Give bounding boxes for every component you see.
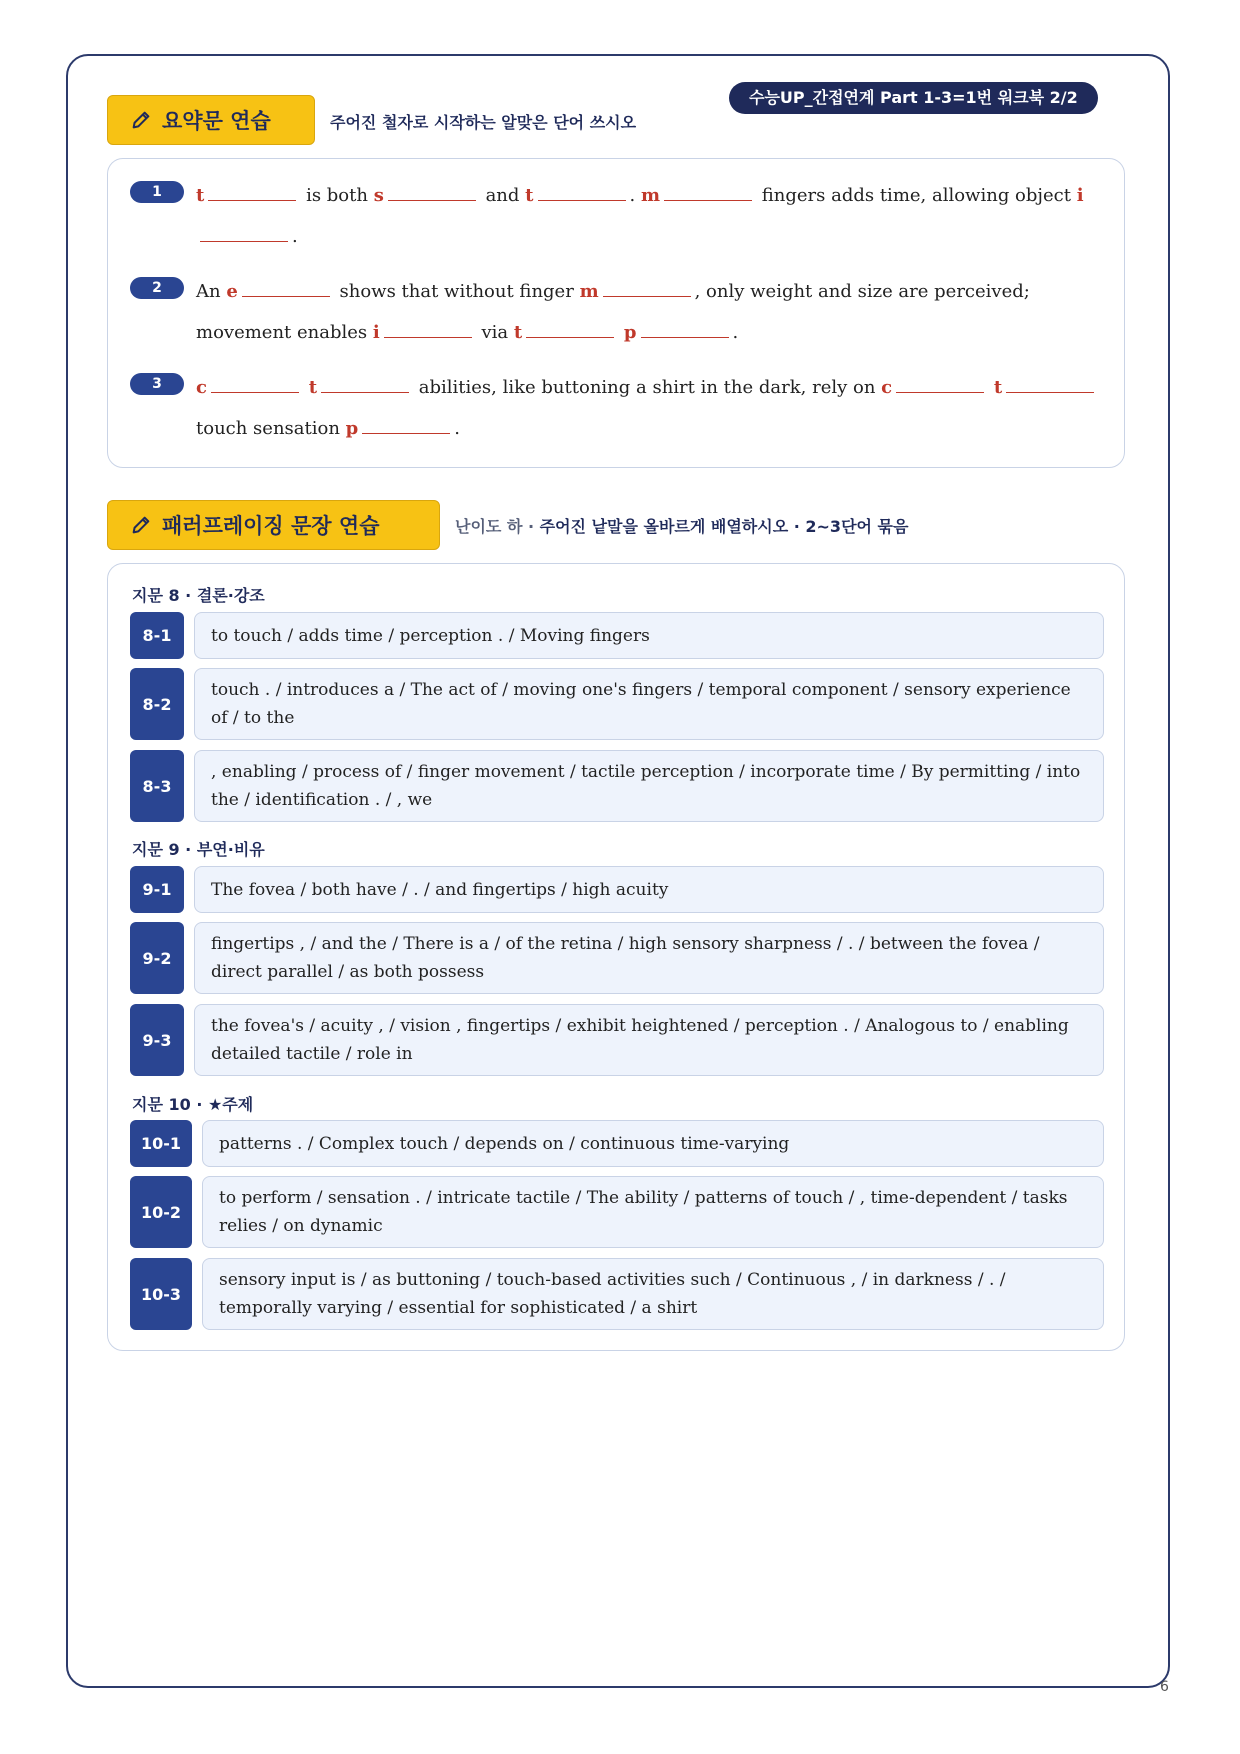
group-title: 지문 8 · 결론·강조 <box>132 586 265 605</box>
word-chunks: fingertips , / and the / There is a / of the retina / high sensory sharpness / . / between the fovea / direct parallel / as both possess <box>194 922 1104 994</box>
word-chunks: sensory input is / as buttoning / touch-based activities such / Continuous , / in darkness / . / temporally varying / essential for sophisticated / a shirt <box>202 1258 1104 1330</box>
hint-letter: s <box>373 185 384 206</box>
hint-letter: i <box>1076 185 1084 206</box>
paraphrase-item <box>130 922 1104 994</box>
hint-letter: p <box>623 322 637 343</box>
paraphrase-section-label <box>107 500 440 550</box>
pencil-icon <box>130 514 152 536</box>
sentence-fragment: touch sensation <box>196 418 340 439</box>
word-chunks: , enabling / process of / finger movement / tactile perception / incorporate time / By permitting / into the / identification . / , we <box>194 750 1104 822</box>
item-tag: 8-1 <box>130 612 184 659</box>
sentence-fragment: An <box>196 281 221 302</box>
answer-blank[interactable] <box>526 316 614 338</box>
summary-instruction: 주어진 철자로 시작하는 알맞은 단어 쓰시오 <box>330 113 637 132</box>
summary-item-1 <box>130 175 1110 255</box>
hint-letter: m <box>640 185 661 206</box>
answer-blank[interactable] <box>362 412 450 434</box>
paraphrase-item <box>130 612 1104 659</box>
item-tag: 8-3 <box>130 750 184 822</box>
summary-sentence <box>196 271 1110 353</box>
hint-letter: e <box>226 281 238 302</box>
answer-blank[interactable] <box>384 316 472 338</box>
paraphrase-item <box>130 1120 1104 1167</box>
paraphrase-section-title: 패러프레이징 문장 연습 <box>162 514 380 538</box>
answer-blank[interactable] <box>664 179 752 201</box>
paraphrase-item <box>130 1004 1104 1076</box>
word-chunks: the fovea's / acuity , / vision , fingertips / exhibit heightened / perception . / Analogous to / enabling detailed tactile / role in <box>194 1004 1104 1076</box>
paraphrase-item <box>130 866 1104 913</box>
item-tag: 9-3 <box>130 1004 184 1076</box>
sentence-fragment: shows that without finger <box>339 281 574 302</box>
hint-letter: t <box>513 322 523 343</box>
summary-item-2 <box>130 271 1110 351</box>
hint-letter: c <box>196 377 207 398</box>
sentence-fragment: . <box>629 185 636 206</box>
answer-blank[interactable] <box>603 275 691 297</box>
instruction-text: 주어진 낱말을 올바르게 배열하시오 · 2~3단어 묶음 <box>539 517 909 536</box>
paraphrase-instruction <box>455 514 908 537</box>
word-chunks: The fovea / both have / . / and fingertips / high acuity <box>194 866 1104 913</box>
sentence-fragment: abilities, like buttoning a shirt in the dark, rely on <box>418 377 876 398</box>
summary-item-number: 2 <box>130 277 184 299</box>
item-tag: 10-3 <box>130 1258 192 1330</box>
summary-section-title: 요약문 연습 <box>162 109 271 133</box>
hint-letter: c <box>881 377 893 398</box>
paraphrase-item <box>130 1258 1104 1330</box>
paraphrase-item <box>130 1176 1104 1248</box>
summary-sentence <box>196 175 1110 257</box>
word-chunks: to touch / adds time / perception . / Moving fingers <box>194 612 1104 659</box>
paraphrase-item <box>130 668 1104 740</box>
group-title: 지문 10 · ★주제 <box>132 1095 254 1114</box>
answer-blank[interactable] <box>1006 371 1094 393</box>
item-tag: 10-2 <box>130 1176 192 1248</box>
answer-blank[interactable] <box>321 371 409 393</box>
word-chunks: to perform / sensation . / intricate tactile / The ability / patterns of touch / , time-dependent / tasks relies / on dynamic <box>202 1176 1104 1248</box>
item-tag: 9-1 <box>130 866 184 913</box>
answer-blank[interactable] <box>641 316 729 338</box>
summary-item-number: 1 <box>130 181 184 203</box>
group-title: 지문 9 · 부연·비유 <box>132 840 265 859</box>
sentence-fragment: via <box>481 322 509 343</box>
sentence-fragment: , only weight and size are perceived; movement enables <box>196 281 1030 343</box>
answer-blank[interactable] <box>208 179 296 201</box>
sentence-fragment: is both <box>306 185 368 206</box>
answer-blank[interactable] <box>896 371 984 393</box>
answer-blank[interactable] <box>388 179 476 201</box>
hint-letter: t <box>993 377 1003 398</box>
sentence-fragment: . <box>732 322 739 343</box>
summary-sentence <box>196 367 1110 449</box>
workbook-header-badge: 수능UP_간접연계 Part 1-3=1번 워크북 2/2 <box>729 82 1098 114</box>
item-tag: 9-2 <box>130 922 184 994</box>
hint-letter: i <box>372 322 380 343</box>
paraphrase-item <box>130 750 1104 822</box>
sentence-fragment: and <box>485 185 520 206</box>
difficulty-label: 난이도 하 · <box>455 517 540 536</box>
hint-letter: t <box>308 377 318 398</box>
hint-letter: t <box>196 185 205 206</box>
sentence-fragment: . <box>454 418 460 439</box>
hint-letter: m <box>579 281 599 302</box>
word-chunks: touch . / introduces a / The act of / moving one's fingers / temporal component / sensory experience of / to the <box>194 668 1104 740</box>
word-chunks: patterns . / Complex touch / depends on / continuous time-varying <box>202 1120 1104 1167</box>
hint-letter: t <box>525 185 534 206</box>
answer-blank[interactable] <box>242 275 330 297</box>
answer-blank[interactable] <box>538 179 626 201</box>
summary-section-label <box>107 95 315 145</box>
summary-item-number: 3 <box>130 373 184 395</box>
pencil-icon <box>130 109 152 131</box>
answer-blank[interactable] <box>211 371 299 393</box>
answer-blank[interactable] <box>200 220 288 242</box>
page-number: 6 <box>1160 1679 1169 1695</box>
item-tag: 10-1 <box>130 1120 192 1167</box>
summary-item-3 <box>130 367 1110 447</box>
sentence-fragment: . <box>292 226 298 247</box>
hint-letter: p <box>345 418 359 439</box>
sentence-fragment: fingers adds time, allowing object <box>761 185 1071 206</box>
item-tag: 8-2 <box>130 668 184 740</box>
